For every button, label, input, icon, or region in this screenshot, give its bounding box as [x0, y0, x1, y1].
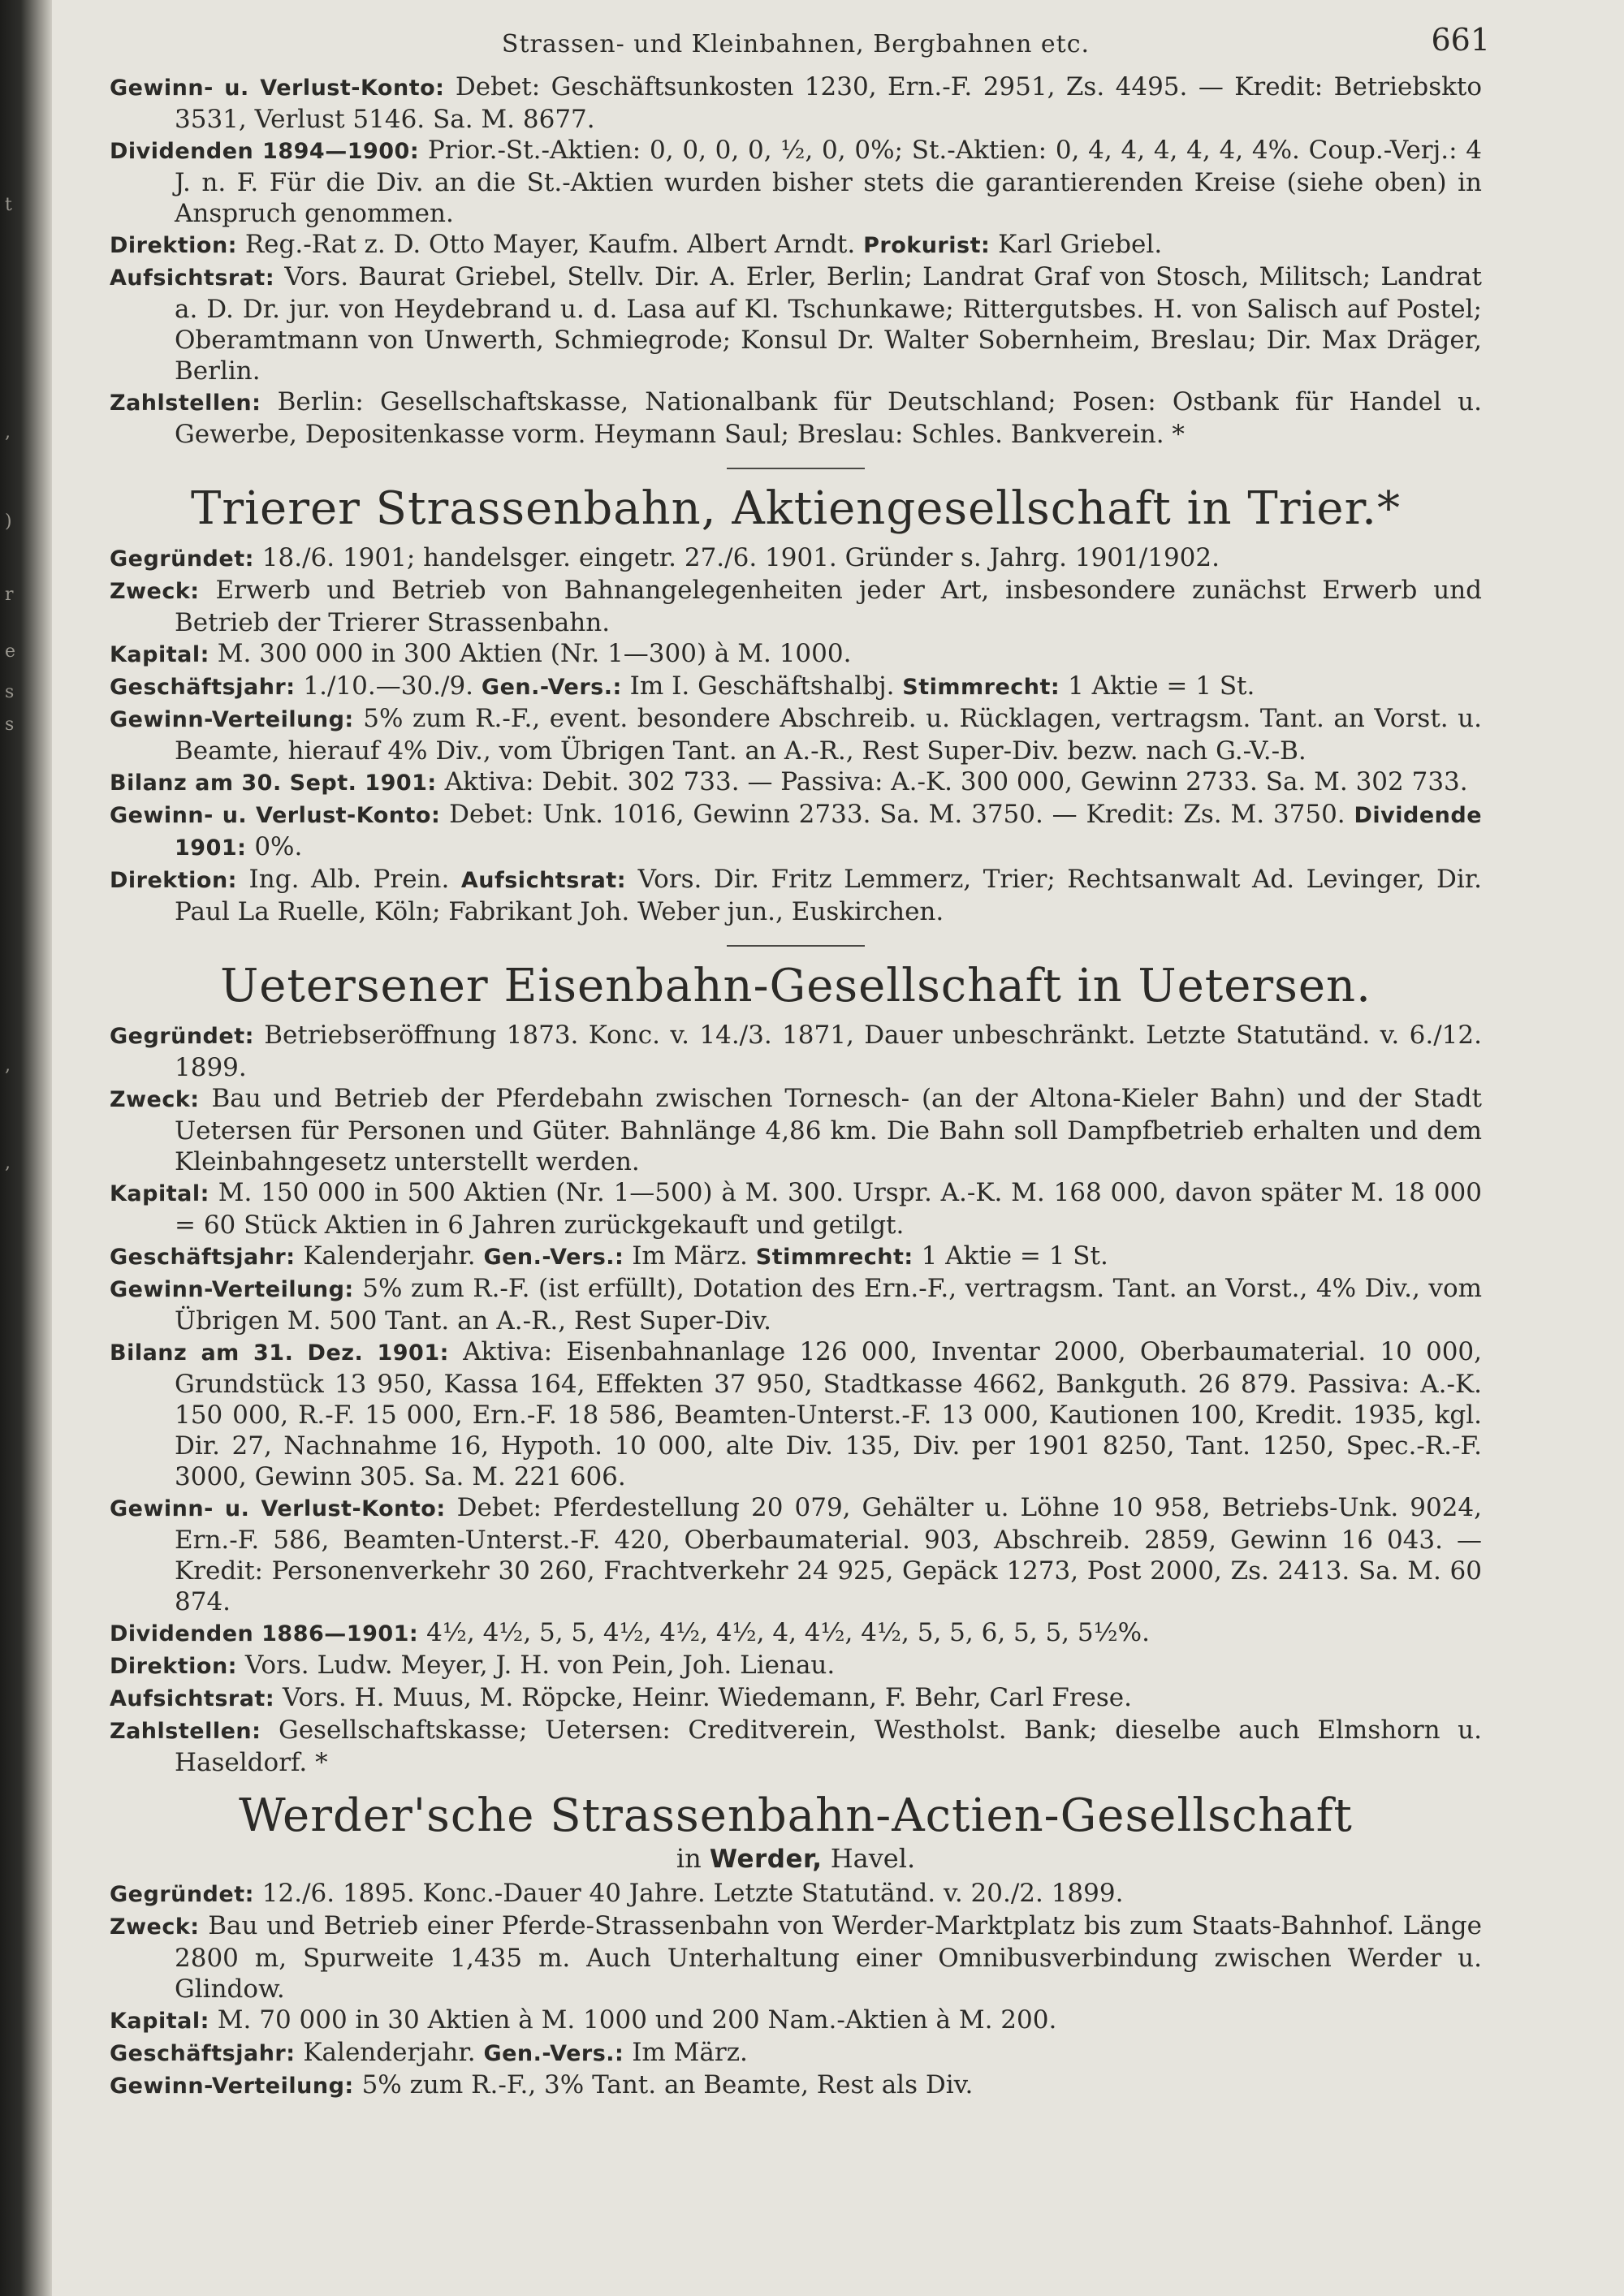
- entry-key: Gewinn-Verteilung:: [110, 1277, 354, 1302]
- entry-key: Kapital:: [110, 2009, 209, 2034]
- entry-text: Bau und Betrieb der Pferdebahn zwischen Tornesch- (an der Altona-Kieler Bahn) und der Stadt Uetersen für Personen und Güter. Bahnlänge 4,86 km. Die Bahn soll Dampfbetrieb erhalten und dem Kleinbahngesetz unterstellt werden.: [175, 1084, 1482, 1176]
- entry-key: Gewinn- u. Verlust-Konto:: [110, 76, 445, 101]
- entry-gewinn-verlust: [110, 799, 1482, 864]
- entry-key: Stimmrecht:: [902, 675, 1060, 700]
- entry-gewinn-verteilung: [110, 2069, 1482, 2102]
- entry-text: Im März.: [632, 1241, 748, 1271]
- page-header: [110, 22, 1490, 71]
- entry-text: Vors. Baurat Griebel, Stellv. Dir. A. Erler, Berlin; Landrat Graf von Stosch, Militsch; Landrat a. D. Dr. jur. von Heydebrand u. d. Lasa auf Kl. Tschunkawe; Rittergutsbes. H. von Salisch auf Postel; Oberamtmann von Unwerth, Schmiegrode; Konsul Dr. Walter Sobernheim, Breslau; Dir. Max Dräger, Berlin.: [175, 262, 1482, 386]
- entry-key: Aufsichtsrat:: [110, 265, 275, 291]
- entry-text: M. 300 000 in 300 Aktien (Nr. 1—300) à M. 1000.: [217, 639, 852, 668]
- entry-text: Prior.-St.-Aktien: 0, 0, 0, 0, ½, 0, 0%; St.-Aktien: 0, 4, 4, 4, 4, 4, 4%. Coup.-Verj.: 4 J. n. F. Für die Div. an die St.-Aktien wurden bisher stets die garantierenden Kreise (siehe oben) in Anspruch genommen.: [175, 136, 1483, 228]
- entry-key: Direktion:: [110, 233, 237, 258]
- entry-gegruendet: [110, 542, 1482, 575]
- entry-text: Vors. H. Muus, M. Röpcke, Heinr. Wiedemann, F. Behr, Carl Frese.: [283, 1683, 1133, 1712]
- entry-text: 5% zum R.-F., event. besondere Abschreib. u. Rücklagen, vertragsm. Tant. an Vorst. u. Beamte, hierauf 4% Div., vom Übrigen Tant. an A.-R., Rest Super-Div. bezw. nach G.-V.-B.: [175, 704, 1482, 766]
- section-previous-company: [110, 71, 1482, 450]
- entry-key: Aufsichtsrat:: [110, 1686, 275, 1711]
- entry-key: Direktion:: [110, 868, 237, 893]
- entry-text: Im März.: [632, 2038, 748, 2067]
- entry-key: Gegründet:: [110, 546, 254, 572]
- entry-text: Berlin: Gesellschaftskasse, Nationalbank für Deutschland; Posen: Ostbank für Handel u. Gewerbe, Depositenkasse vorm. Heymann Saul; Breslau: Schles. Bankverein. *: [175, 387, 1483, 449]
- entry-key: Zweck:: [110, 1087, 200, 1112]
- page-number: 661: [1431, 22, 1490, 58]
- company-subtitle: [110, 1843, 1482, 1875]
- entry-key: Gegründet:: [110, 1882, 254, 1907]
- entry-key: Gewinn-Verteilung:: [110, 707, 354, 732]
- company-title: Uetersener Eisenbahn-Gesellschaft in Uetersen.: [220, 960, 1371, 1012]
- entry-key: Prokurist:: [863, 233, 991, 258]
- entry-geschaeftsjahr: [110, 671, 1482, 703]
- entry-gewinn-verteilung: [110, 1273, 1482, 1336]
- entry-geschaeftsjahr: [110, 1241, 1482, 1273]
- entry-key: Zahlstellen:: [110, 391, 261, 416]
- entry-key: Gen.-Vers.:: [483, 1245, 624, 1270]
- entry-dividenden: [110, 135, 1482, 229]
- entry-kapital: [110, 638, 1482, 671]
- entry-key: Kapital:: [110, 1181, 209, 1206]
- entry-zweck: [110, 1083, 1482, 1177]
- entry-text: 1./10.—30./9.: [303, 671, 474, 701]
- entry-text: 1 Aktie = 1 St.: [921, 1241, 1108, 1271]
- entry-key: Dividenden 1894—1900:: [110, 139, 420, 164]
- entry-gegruendet: [110, 1020, 1482, 1083]
- entry-aufsichtsrat: [110, 1682, 1482, 1715]
- entry-zweck: [110, 1910, 1482, 2005]
- section-werder: [110, 1789, 1482, 2102]
- entry-zahlstellen: [110, 386, 1482, 450]
- entry-text: 4½, 4½, 5, 5, 4½, 4½, 4½, 4, 4½, 4½, 5, 5, 6, 5, 5, 5½%.: [426, 1618, 1150, 1647]
- entry-text: Im I. Geschäftshalbj.: [629, 671, 895, 701]
- entry-key: Zweck:: [110, 1914, 200, 1940]
- entry-text: Vors. Ludw. Meyer, J. H. von Pein, Joh. Lienau.: [244, 1651, 836, 1680]
- entry-key: Dividenden 1886—1901:: [110, 1621, 419, 1646]
- entry-key: Geschäftsjahr:: [110, 1245, 296, 1270]
- entry-direktion: [110, 864, 1482, 927]
- entry-key: Geschäftsjahr:: [110, 2041, 296, 2066]
- entry-text: Kalenderjahr.: [303, 1241, 476, 1271]
- subtitle-place: Werder,: [709, 1845, 823, 1874]
- scan-bleed-marks: t , ) r e s s , ,: [5, 195, 16, 1173]
- entry-text: Bau und Betrieb einer Pferde-Strassenbahn von Werder-Marktplatz bis zum Staats-Bahnhof. Länge 2800 m, Spurweite 1,435 m. Auch Unterhaltung einer Omnibusverbindung zwischen Werder u. Glindow.: [175, 1911, 1482, 2004]
- entry-text: M. 70 000 in 30 Aktien à M. 1000 und 200 Nam.-Aktien à M. 200.: [217, 2005, 1057, 2035]
- section-uetersen: [110, 960, 1482, 1778]
- entry-text: Aktiva: Eisenbahnanlage 126 000, Inventar 2000, Oberbaumaterial. 10 000, Grundstück 13 950, Kassa 164, Effekten 37 950, Stadtkasse 4662, Bankguth. 26 879. Passiva: A.-K. 150 000, R.-F. 15 000, Ern.-F. 18 586, Beamten-Unterst.-F. 13 000, Kautionen 100, Kredit. 1935, kgl. Dir. 27, Nachnahme 16, Hypoth. 10 000, alte Div. 135, Div. per 1901 8250, Tant. 1250, Spec.-R.-F. 3000, Gewinn 305. Sa. M. 221 606.: [175, 1337, 1483, 1491]
- section-divider: [727, 468, 865, 469]
- entry-text: Karl Griebel.: [998, 230, 1163, 259]
- section-divider: [727, 945, 865, 947]
- entry-bilanz: [110, 766, 1482, 799]
- entry-text: 5% zum R.-F., 3% Tant. an Beamte, Rest als Div.: [361, 2070, 974, 2100]
- entry-key: Gen.-Vers.:: [483, 2041, 624, 2066]
- entry-text: Kalenderjahr.: [303, 2038, 476, 2067]
- entry-key: Bilanz am 30. Sept. 1901:: [110, 770, 437, 796]
- document-page: [110, 22, 1490, 2107]
- entry-text: Vors. Dir. Fritz Lemmerz, Trier; Rechtsanwalt Ad. Levinger, Dir. Paul La Ruelle, Köln; Fabrikant Joh. Weber jun., Euskirchen.: [175, 865, 1483, 926]
- entry-text: 5% zum R.-F. (ist erfüllt), Dotation des Ern.-F., vertragsm. Tant. an Vorst., 4% Div., vom Übrigen M. 500 Tant. an A.-R., Rest Super-Div.: [175, 1274, 1483, 1336]
- entry-key: Dividende 1901:: [175, 803, 1483, 861]
- entry-gegruendet: [110, 1878, 1482, 1910]
- entry-text: 1 Aktie = 1 St.: [1068, 671, 1255, 701]
- subtitle-prefix: in: [676, 1843, 702, 1874]
- entry-key: Direktion:: [110, 1654, 237, 1679]
- entry-bilanz: [110, 1336, 1482, 1492]
- entry-direktion: [110, 229, 1482, 261]
- entry-key: Aufsichtsrat:: [460, 868, 627, 893]
- entry-kapital: [110, 1177, 1482, 1241]
- entry-key: Gewinn-Verteilung:: [110, 2074, 354, 2099]
- entry-text: Erwerb und Betrieb von Bahnangelegenheiten jeder Art, insbesondere zunächst Erwerb und Betrieb der Trierer Strassenbahn.: [175, 576, 1482, 637]
- entry-text: M. 150 000 in 500 Aktien (Nr. 1—500) à M. 300. Urspr. A.-K. M. 168 000, davon später M. 18 000 = 60 Stück Aktien in 6 Jahren zurückgekauft und getilgt.: [175, 1178, 1482, 1240]
- entry-key: Zahlstellen:: [110, 1719, 261, 1744]
- entry-key: Gewinn- u. Verlust-Konto:: [110, 1496, 446, 1521]
- entry-geschaeftsjahr: [110, 2037, 1482, 2069]
- entry-text: Aktiva: Debit. 302 733. — Passiva: A.-K. 300 000, Gewinn 2733. Sa. M. 302 733.: [444, 767, 1468, 796]
- entry-key: Zweck:: [110, 579, 200, 604]
- entry-kapital: [110, 2005, 1482, 2037]
- entry-text: 0%.: [254, 832, 303, 861]
- entry-key: Gegründet:: [110, 1024, 254, 1049]
- entry-zahlstellen: [110, 1715, 1482, 1778]
- entry-text: 18./6. 1901; handelsger. eingetr. 27./6. 1901. Gründer s. Jahrg. 1901/1902.: [261, 543, 1220, 572]
- entry-key: Gen.-Vers.:: [481, 675, 622, 700]
- company-title: Trierer Strassenbahn, Aktiengesellschaft in Trier.*: [191, 482, 1401, 535]
- entry-gewinn-verlust: [110, 1492, 1482, 1617]
- subtitle-suffix: Havel.: [830, 1843, 916, 1874]
- entry-key: Geschäftsjahr:: [110, 675, 296, 700]
- company-title: Werder'sche Strassenbahn-Actien-Gesellschaft: [239, 1789, 1353, 1842]
- entry-zweck: [110, 575, 1482, 638]
- entry-text: Debet: Pferdestellung 20 079, Gehälter u. Löhne 10 958, Betriebs-Unk. 9024, Ern.-F. 586, Beamten-Unterst.-F. 420, Oberbaumaterial. 903, Abschreib. 2859, Gewinn 16 043. — Kredit: Personenverkehr 30 260, Frachtverkehr 24 925, Gepäck 1273, Post 2000, Zs. 2413. Sa. M. 60 874.: [175, 1493, 1482, 1616]
- section-trier: [110, 482, 1482, 927]
- entry-text: Reg.-Rat z. D. Otto Mayer, Kaufm. Albert Arndt.: [244, 230, 856, 259]
- entry-key: Bilanz am 31. Dez. 1901:: [110, 1340, 449, 1366]
- running-title: Strassen- und Kleinbahnen, Bergbahnen etc.: [501, 30, 1091, 58]
- entry-gewinn-verteilung: [110, 703, 1482, 766]
- entry-gewinn-verlust: [110, 71, 1482, 135]
- entry-dividenden: [110, 1617, 1482, 1650]
- entry-text: Debet: Geschäftsunkosten 1230, Ern.-F. 2951, Zs. 4495. — Kredit: Betriebskto 3531, Verlust 5146. Sa. M. 8677.: [175, 72, 1483, 134]
- entry-text: 12./6. 1895. Konc.-Dauer 40 Jahre. Letzte Statutänd. v. 20./2. 1899.: [261, 1879, 1124, 1908]
- entry-key: Gewinn- u. Verlust-Konto:: [110, 803, 441, 828]
- entry-text: Betriebseröffnung 1873. Konc. v. 14./3. 1871, Dauer unbeschränkt. Letzte Statutänd. v. 6./12. 1899.: [175, 1021, 1482, 1082]
- entry-key: Stimmrecht:: [755, 1245, 914, 1270]
- entry-aufsichtsrat: [110, 261, 1482, 386]
- entry-text: Gesellschaftskasse; Uetersen: Creditverein, Westholst. Bank; dieselbe auch Elmshorn u. Haseldorf. *: [175, 1716, 1482, 1777]
- entry-text: Ing. Alb. Prein.: [248, 865, 450, 894]
- entry-direktion: [110, 1650, 1482, 1682]
- entry-key: Kapital:: [110, 642, 209, 667]
- entry-text: Debet: Unk. 1016, Gewinn 2733. Sa. M. 3750. — Kredit: Zs. M. 3750.: [449, 800, 1345, 829]
